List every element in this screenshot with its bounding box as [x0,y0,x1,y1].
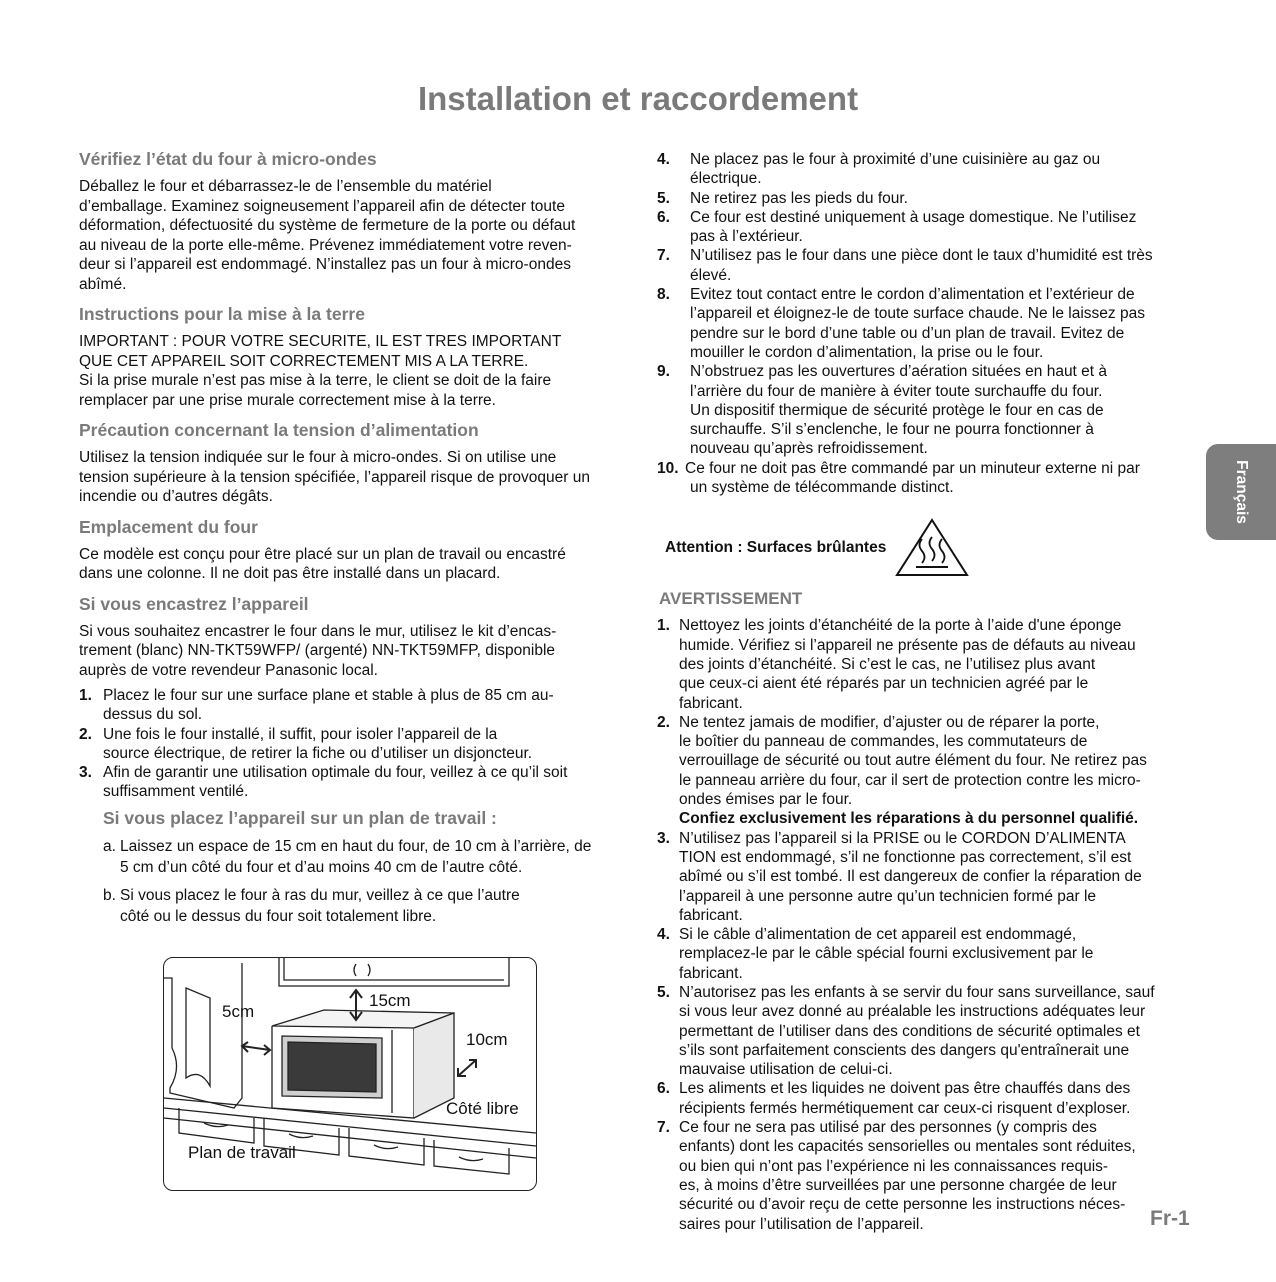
list-item: 6. Ce four est destiné uniquement à usage domestique. Ne l’utilisez pas à l’extérieur. [657,208,1137,246]
section-heading: Si vous encastrez l’appareil [79,593,309,614]
section-heading: Précaution concernant la tension d’alimentation [79,420,479,440]
section-grounding [79,303,639,410]
section-heading: Instructions pour la mise à la terre [79,304,365,324]
label-free-side: Côté libre [446,1099,519,1118]
list-item: 5. Ne retirez pas les pieds du four. [657,189,908,207]
warning-list [657,616,1202,1234]
paragraph: Si vous souhaitez encastrer le four dans le mur, utilisez le kit d’encas- trement (blanc) NN-TKT59WFP/ (argenté) NN-TKT59MFP, disponible auprès de votre revendeur Panasonic local. [79,622,557,679]
list-item: 6. Les aliments et les liquides ne doivent pas être chauffés dans des récipients fermés hermétiquement car ceux-ci risquent d’exploser. [657,1080,1131,1117]
numbered-list [79,686,639,802]
hot-surface-warning [665,517,1202,579]
list-item: 4. Si le câble d’alimentation de cet appareil est endommagé, remplacez-le par le câble spécial fourni exclusivement par le fabricant. [657,926,1094,982]
list-item: 2. Une fois le four installé, il suffit, pour isoler l’appareil de la source électrique, de retirer la fiche ou d’utiliser un disjoncteur. [79,725,533,762]
list-item: 10. Ce four ne doit pas être commandé par un minuteur externe ni par un système de télécommande distinct. [657,459,1140,497]
section-heading: Vérifiez l’état du four à micro-ondes [79,149,377,169]
hot-surface-icon [894,517,970,579]
label-back-clearance: 10cm [466,1030,508,1049]
list-item: 7. N’utilisez pas le four dans une pièce dont le taux d’humidité est très élevé. [657,247,1153,284]
section-voltage [79,419,639,507]
section-location [79,516,639,584]
list-item: 1. Placez le four sur une surface plane et stable à plus de 85 cm au- dessus du sol. [79,687,554,724]
page-title: Installation et raccordement [417,80,859,117]
list-item: 4. Ne placez pas le four à proximité d’une cuisinière au gaz ou électrique. [657,151,1101,188]
installation-diagram [163,957,537,1191]
list-item: 5. N’autorisez pas les enfants à se servir du four sans surveillance, sauf si vous leur avez donné au préalable les instructions adéquates leur permettant de l’utiliser dans des conditions de sécurité optimales et s’ils sont parfaitement conscients des dangers qu'entraînerait une mauvaise utilisation de celui-ci. [657,983,1155,1079]
paragraph: Ce modèle est conçu pour être placé sur un plan de travail ou encastré dans une colonne. Il ne doit pas être installé dans un placard. [79,545,566,582]
section-heading: Emplacement du four [79,516,258,537]
list-item: 1. Nettoyez les joints d’étanchéité de la porte à l’aide d'une éponge humide. Vérifiez si l’appareil ne présente pas de défauts au niveau des joints d’étanchéité. Si c’est le cas, ne l’utilisez plus avant que ceux-ci aient été réparés par un technicien agréé par le fabricant. [657,617,1136,712]
list-item: 7. Ce four ne sera pas utilisé par des personnes (y compris des enfants) dont les capacités sensorielles ou mentales sont réduites, ou bien qui n’ont pas l’expérience ni les connaissances requis- es, à moins d’être surveillées par une personne chargée de leur sécurité ou d’avoir reçu de cette personne les instructions néces- saires pour l’utilisation de l’appareil. [657,1119,1136,1233]
paragraph: Utilisez la tension indiquée sur le four à micro-ondes. Si on utilise une tension supérieure à la tension spécifiée, l’appareil risque de provoquer un incendie ou d’autres dégâts. [79,449,590,505]
list-item: 9. N’obstruez pas les ouvertures d’aération situées en haut et à l’arrière du four de manière à éviter toute surchauffe du four. Un dispositif thermique de sécurité protège le four en cas de surchauffe. S’il s’enclenche, le four ne pourra fonctionner à nouveau qu’après refroidissement. [657,363,1108,458]
language-tab[interactable] [1206,444,1276,540]
list-item: 8. Evitez tout contact entre le cordon d’alimentation et l’extérieur de l’appareil et éloignez-le de toute surface chaude. Ne le laissez pas pendre sur le bord d’une table ou d’un plan de travail. Evitez de mouiller le cordon d’alimentation, la prise ou le four. [657,286,1145,361]
list-item: b. Si vous placez le four à ras du mur, veillez à ce que l’autre côté ou le dessus du four soit totalement libre. [103,886,520,925]
list-item: 2. Ne tentez jamais de modifier, d’ajuster ou de réparer la porte, le boîtier du panneau de commandes, les commutateurs de verrouillage de sécurité ou tout autre élément du four. Ne retirez pas le panneau arrière du four, car il sert de protection contre les micro- ondes émises par le four. Confiez exclusivement les réparations à du personnel qualifié. [657,713,1147,828]
numbered-list [657,150,1202,497]
list-item: 3. Afin de garantir une utilisation optimale du four, veillez à ce qu’il soit suffisamment ventilé. [79,764,568,801]
list-item: a. Laissez un espace de 15 cm en haut du four, de 10 cm à l’arrière, de 5 cm d’un côté du four et d’au moins 40 cm de l’autre côté. [103,837,592,876]
paragraph: IMPORTANT : POUR VOTRE SECURITE, IL EST TRES IMPORTANT QUE CET APPAREIL SOIT CORRECTEMENT MIS A LA TERRE. Si la prise murale n’est pas mise à la terre, le client se doit de la faire remplacer par une prise murale correctement mise à la terre. [79,333,562,409]
label-side-clearance: 5cm [222,1002,255,1021]
warning-heading: AVERTISSEMENT [659,589,803,609]
language-tab-label: Français [1233,460,1250,524]
right-column [657,150,1202,1234]
list-item: 3. N’utilisez pas l’appareil si la PRISE ou le CORDON D’ALIMENTA TION est endommagé, s’il ne fonctionne pas correctement, s’il est abîmé ou s’il est tombé. Il est dangereux de confier la réparation de l’appareil à une personne autre qu’un technicien formé par le fabricant. [657,829,1142,924]
paragraph: Déballez le four et débarrassez-le de l’ensemble du matériel d’emballage. Examinez soigneusement l’appareil afin de détecter toute déformation, défectuosité du système de fermeture de la porte ou défaut au niveau de la porte elle-même. Prévenez immédiatement votre reven- deur si l’appareil est endommagé. N’installez pas un four à micro-ondes abîmé. [79,178,576,293]
left-column [79,148,639,934]
label-countertop: Plan de travail [188,1143,296,1162]
attention-label: Attention : Surfaces brûlantes [665,539,887,557]
section-built-in [79,593,639,681]
bold-note: Confiez exclusivement les réparations à du personnel qualifié. [679,810,1139,828]
label-top-clearance: 15cm [369,991,411,1010]
section-check-oven [79,148,639,294]
subheading-countertop: Si vous placez l’appareil sur un plan de travail : [103,807,497,828]
page-number: Fr-1 [1150,1207,1190,1230]
